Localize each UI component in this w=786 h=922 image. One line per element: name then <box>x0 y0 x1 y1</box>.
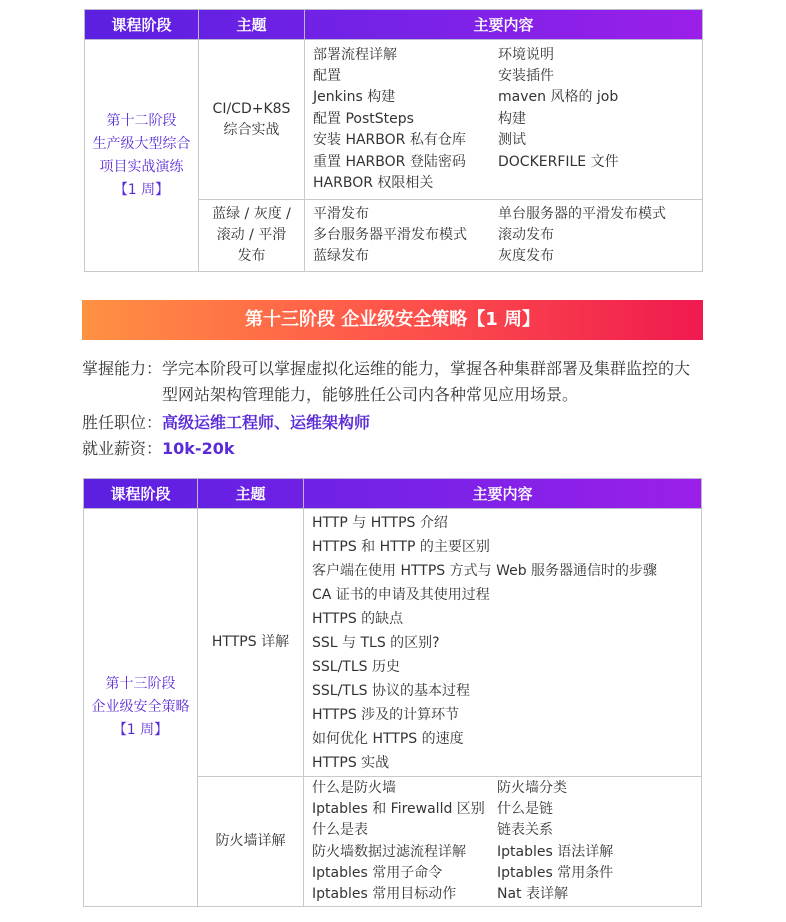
content-item: Iptables 和 Firewalld 区别 <box>312 801 485 818</box>
content-item: 什么是链 <box>497 801 553 818</box>
salary-block <box>82 436 234 462</box>
stage-line: 第十三阶段 <box>105 676 176 692</box>
content-item: Iptables 常用目标动作 <box>312 885 457 902</box>
content-item: 蓝绿发布 <box>313 248 369 265</box>
content-item <box>498 173 696 194</box>
ability-label: 掌握能力： <box>82 359 163 378</box>
header-topic: 主题 <box>198 479 304 509</box>
header-content: 主要内容 <box>305 10 703 40</box>
content-item: SSL/TLS 协议的基本过程 <box>312 682 470 699</box>
content-item: CA 证书的申请及其使用过程 <box>312 586 490 603</box>
content-item: 什么是表 <box>312 822 368 839</box>
topic-cell <box>199 200 305 272</box>
content-cell <box>305 40 703 200</box>
ability-block <box>82 356 702 408</box>
content-item: Jenkins 构建 <box>313 89 396 106</box>
topic-label: 防火墙详解 <box>215 833 286 849</box>
table-header-row <box>84 479 702 509</box>
stage-line: 企业级安全策略 <box>91 699 190 715</box>
content-item: 防火墙分类 <box>497 779 567 796</box>
content-item: 如何优化 HTTPS 的速度 <box>312 730 464 747</box>
content-item: HTTP 与 HTTPS 介绍 <box>312 514 448 531</box>
content-item: 部署流程详解 <box>313 46 397 63</box>
content-item: 安装 HARBOR 私有仓库 <box>313 132 466 149</box>
stage12-course-table <box>84 9 703 272</box>
header-content: 主要内容 <box>304 479 702 509</box>
content-item: 环境说明 <box>498 46 554 63</box>
stage-line: 项目实战演练 <box>99 158 184 175</box>
content-item: 多台服务器平滑发布模式 <box>313 226 467 243</box>
table-row <box>84 509 702 777</box>
content-item: Nat 表详解 <box>497 885 568 902</box>
content-item: DOCKERFILE 文件 <box>498 153 619 170</box>
stage13-course-table <box>83 478 702 907</box>
salary-value: 10k-20k <box>162 439 235 458</box>
content-cell <box>304 777 702 907</box>
topic-label: CI/CD+K8S 综合实战 <box>212 100 291 138</box>
content-item: SSL 与 TLS 的区别? <box>312 634 440 651</box>
topic-cell <box>198 509 304 777</box>
content-item: 客户端在使用 HTTPS 方式与 Web 服务器通信时的步骤 <box>312 562 658 579</box>
content-item: 链表关系 <box>497 822 553 839</box>
header-stage: 课程阶段 <box>85 10 199 40</box>
ability-text: 学完本阶段可以掌握虚拟化运维的能力，掌握各种集群部署及集群监控的大型网站架构管理能力，能够胜任公司内各种常见应用场景。 <box>162 359 691 404</box>
content-item: Iptables 常用条件 <box>497 864 614 881</box>
content-item: 平滑发布 <box>313 205 369 222</box>
position-label: 胜任职位： <box>82 413 163 432</box>
content-item: 安装插件 <box>498 67 554 84</box>
header-topic: 主题 <box>199 10 305 40</box>
content-item: 灰度发布 <box>498 248 554 265</box>
content-item: 什么是防火墙 <box>312 779 396 796</box>
table-row <box>85 40 703 200</box>
content-item: 构建 <box>498 110 526 127</box>
salary-label: 就业薪资： <box>82 439 163 458</box>
table-header-row <box>85 10 703 40</box>
content-item: HTTPS 涉及的计算环节 <box>312 706 460 723</box>
stage-line: 生产级大型综合 <box>92 135 191 152</box>
stage13-banner: 第十三阶段 企业级安全策略【1 周】 <box>82 300 703 340</box>
topic-cell <box>198 777 304 907</box>
content-item: Iptables 语法详解 <box>497 843 614 860</box>
content-item: 配置 <box>313 67 341 84</box>
topic-cell <box>199 40 305 200</box>
content-item: HTTPS 的缺点 <box>312 610 404 627</box>
stage-cell <box>84 509 198 907</box>
content-item: 测试 <box>498 132 526 149</box>
content-item: 单台服务器的平滑发布模式 <box>498 205 666 222</box>
stage-cell <box>85 40 199 272</box>
content-item: SSL/TLS 历史 <box>312 658 400 675</box>
stage-line: 第十二阶段 <box>106 112 177 129</box>
content-item: maven 风格的 job <box>498 89 619 106</box>
stage-line: 【1 周】 <box>113 181 170 198</box>
content-item: 重置 HARBOR 登陆密码 <box>313 153 466 170</box>
topic-label: 蓝绿 / 灰度 / 滚动 / 平滑 发布 <box>212 206 291 264</box>
content-item: Iptables 常用子命令 <box>312 864 443 881</box>
content-item: 滚动发布 <box>498 226 554 243</box>
content-item: HTTPS 和 HTTP 的主要区别 <box>312 538 490 555</box>
content-item: 防火墙数据过滤流程详解 <box>312 843 466 860</box>
content-cell <box>305 200 703 272</box>
position-value: 高级运维工程师、运维架构师 <box>162 413 371 432</box>
stage-line: 【1 周】 <box>112 722 169 738</box>
content-item: HTTPS 实战 <box>312 754 390 771</box>
header-stage: 课程阶段 <box>84 479 198 509</box>
topic-label: HTTPS 详解 <box>211 634 290 650</box>
position-block <box>82 410 370 436</box>
content-item: HARBOR 权限相关 <box>313 175 434 192</box>
content-item: 配置 PostSteps <box>313 110 414 127</box>
content-cell <box>304 509 702 777</box>
